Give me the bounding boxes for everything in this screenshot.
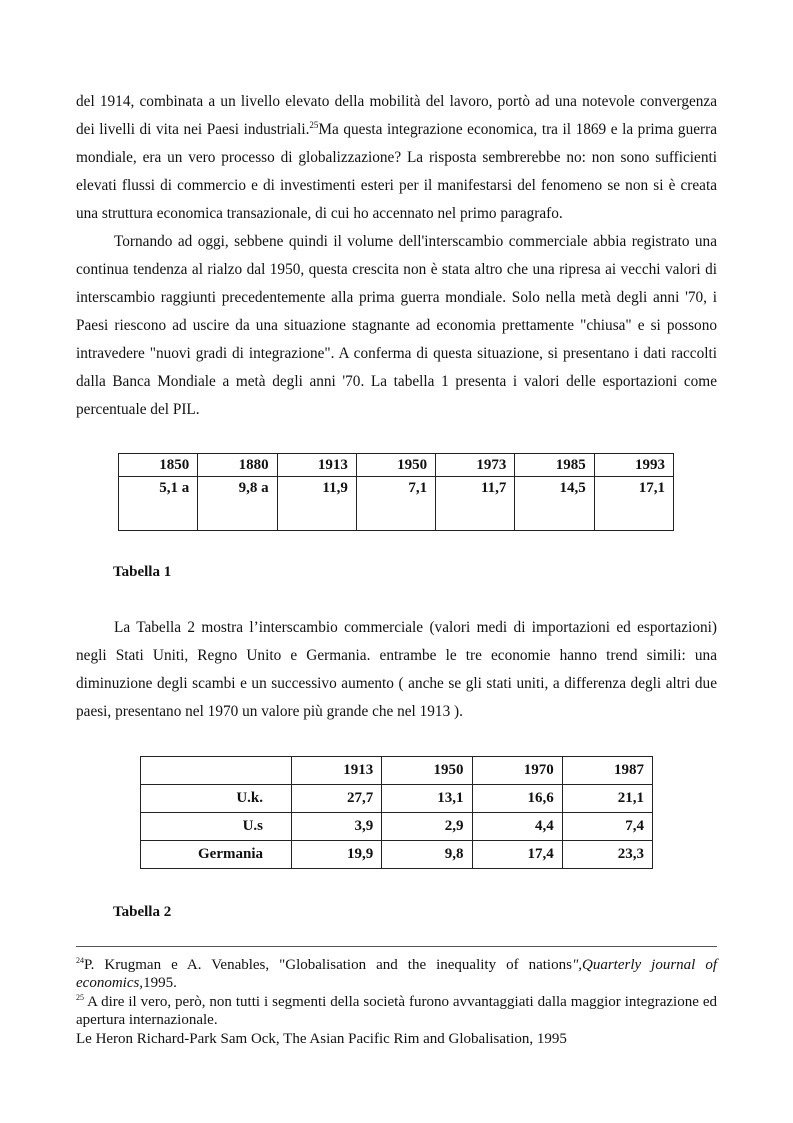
- table-1-caption: Tabella 1: [113, 564, 172, 580]
- table-2-cell: 9,8: [382, 841, 472, 869]
- footnote-24-text: P. Krugman e A. Venables, "Globalisation and the inequality of nations: [84, 957, 572, 973]
- table-1-value-cell: 7,1: [356, 477, 435, 531]
- table-1-value-cell: 11,7: [436, 477, 515, 531]
- table-2-cell: 16,6: [472, 785, 562, 813]
- table-2-header-cell: 1913: [292, 757, 382, 785]
- table-1-value-cell: 5,1 a: [119, 477, 198, 531]
- table-2-cell: 3,9: [292, 813, 382, 841]
- table-1-header-row: [119, 454, 674, 477]
- table-2-cell: 17,4: [472, 841, 562, 869]
- footnote-25-text: A dire il vero, però, non tutti i segmenti della società furono avvantaggiati dalla maggior integrazione ed apertura internazionale.: [76, 994, 717, 1028]
- footnote-25: [76, 993, 717, 1029]
- table-1-header-cell: 1985: [515, 454, 594, 477]
- table-1-header-cell: 1950: [356, 454, 435, 477]
- table-1-header-cell: 1880: [198, 454, 277, 477]
- table-1-header-cell: 1913: [277, 454, 356, 477]
- paragraph-2: Tornando ad oggi, sebbene quindi il volume dell'interscambio commerciale abbia registrato una continua tendenza al rialzo dal 1950, questa crescita non è stata altro che una ripresa ai vecchi valori di interscambio raggiunti precedentemente alla prima guerra mondiale. Solo nella metà degli anni '70, i Paesi riescono ad uscire da una situazione stagnante ad economia prettamente "chiusa" e si possono intravedere "nuovi gradi di integrazione". A conferma di questa situazione, si presentano i dati raccolti dalla Banca Mondiale a metà degli anni '70. La tabella 1 presenta i valori delle esportazioni come percentuale del PIL.: [76, 233, 717, 418]
- table-2-cell: 4,4: [472, 813, 562, 841]
- footnote-24: [76, 956, 717, 992]
- table-2-cell: 21,1: [562, 785, 652, 813]
- table-2-cell: 23,3: [562, 841, 652, 869]
- table-2-cell: 7,4: [562, 813, 652, 841]
- footnote-separator: [76, 946, 717, 947]
- paragraph-3: La Tabella 2 mostra l’interscambio commerciale (valori medi di importazioni ed esportazioni) negli Stati Uniti, Regno Unito e Germania. entrambe le tre economie hanno trend simili: una diminuzione degli scambi e un successivo aumento ( anche se gli stati uniti, a differenza degli altri due paesi, presentano nel 1970 un valore più grande che nel 1913 ).: [76, 619, 717, 720]
- paragraph-1-text-b: Ma questa integrazione economica, tra il 1869 e la prima guerra mondiale, era un vero processo di globalizzazione? La risposta sembrerebbe no: non sono sufficienti elevati flussi di commercio e di investimenti esteri per il manifestarsi del fenomeno se non si è creata una struttura economica transazionale, di cui ho accennato nel primo paragrafo.: [76, 121, 717, 222]
- table-2-caption: Tabella 2: [113, 904, 172, 920]
- table-1-value-cell: 9,8 a: [198, 477, 277, 531]
- table-2-header-cell: 1950: [382, 757, 472, 785]
- table-2: [140, 756, 653, 869]
- table-2-cell: 2,9: [382, 813, 472, 841]
- table-2-header-cell: 1987: [562, 757, 652, 785]
- table-2-cell: 27,7: [292, 785, 382, 813]
- table-2-cell: 19,9: [292, 841, 382, 869]
- table-1-header-cell: 1850: [119, 454, 198, 477]
- table-1-value-cell: 17,1: [594, 477, 673, 531]
- table-1: [118, 453, 674, 531]
- table-2-row-label: Germania: [141, 841, 292, 869]
- paragraph-1-text-a: del 1914, combinata a un livello elevato della mobilità del lavoro, portò ad una notevole convergenza dei livelli di vita nei Paesi industriali.: [76, 93, 717, 138]
- footnote-24-journal: ",Quarterly journal of economics,: [76, 957, 717, 991]
- footnote-ref-25[interactable]: 25: [309, 119, 319, 130]
- footnote-24-mark: 24: [76, 956, 84, 965]
- table-1-value-cell: 14,5: [515, 477, 594, 531]
- footnote-25-mark: 25: [76, 993, 84, 1002]
- table-row: [141, 785, 653, 813]
- table-2-row-label: U.k.: [141, 785, 292, 813]
- table-1-value-cell: 11,9: [277, 477, 356, 531]
- table-row: [141, 813, 653, 841]
- paragraph-1: [76, 88, 717, 228]
- table-row: [141, 841, 653, 869]
- footnote-24-year: 1995.: [143, 975, 177, 991]
- table-2-row-label: U.s: [141, 813, 292, 841]
- table-1-header-cell: 1993: [594, 454, 673, 477]
- footnote-source: Le Heron Richard-Park Sam Ock, The Asian Pacific Rim and Globalisation, 1995: [76, 1031, 567, 1047]
- table-2-cell: 13,1: [382, 785, 472, 813]
- table-1-value-row: [119, 477, 674, 531]
- table-2-header-cell: [141, 757, 292, 785]
- table-1-header-cell: 1973: [436, 454, 515, 477]
- table-2-header-cell: 1970: [472, 757, 562, 785]
- table-2-header-row: [141, 757, 653, 785]
